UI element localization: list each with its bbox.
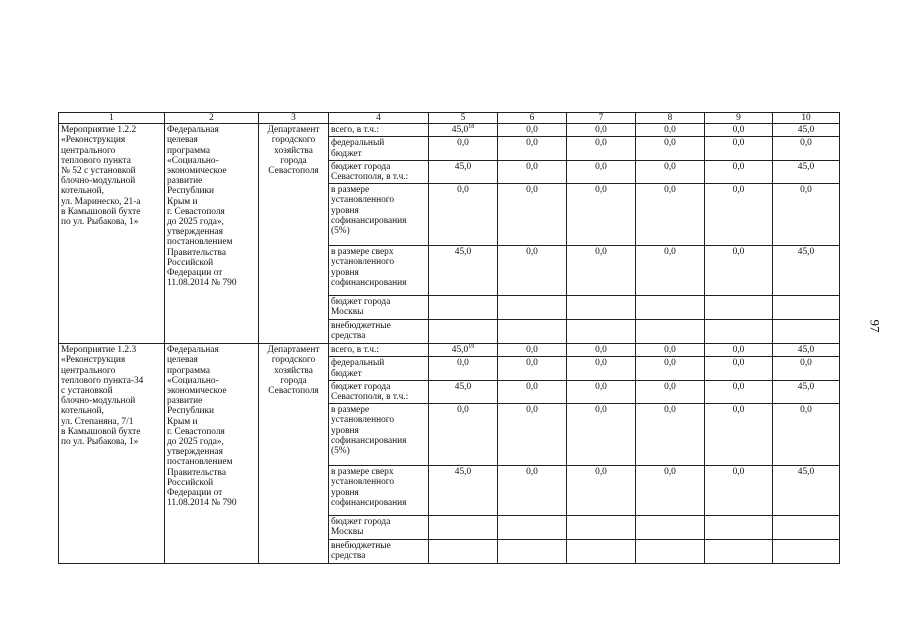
value-cell-6 [498,320,567,344]
value-cell-7 [567,184,636,246]
value-cell-9 [705,344,773,357]
funding-source-cell: всего, в т.ч.: [329,344,429,357]
header-col-6: 6 [498,113,567,124]
header-col-8: 8 [636,113,705,124]
funding-source-cell: всего, в т.ч.: [329,124,429,137]
value-text: 0,0 [526,247,538,258]
header-row [59,113,840,124]
table-row [59,344,840,357]
funding-source-cell: в размере установленного уровня софинансирования (5%) [329,184,429,246]
header-col-4: 4 [329,113,429,124]
program-cell: Федеральная целевая программа «Социально- экономическое развитие Республики Крым и г. Севастополя до 2025 года», утвержденная постановлением Правительства Российской Федерации от 11.08.2014 № 790 [165,344,259,564]
value-text: 0,0 [732,247,745,258]
value-text: 45,0 [797,345,815,356]
value-cell-10 [773,516,840,540]
value-cell-8 [636,296,705,320]
value-cell-6 [498,540,567,564]
value-cell-9 [705,124,773,137]
value-text: 0,0 [457,138,469,149]
value-text: 0,0 [800,138,812,149]
value-cell-6 [498,404,567,466]
value-cell-8 [636,357,705,380]
value-text: 0,0 [595,345,607,356]
value-cell-9 [705,357,773,380]
value-cell-8 [636,137,705,160]
event-cell: Мероприятие 1.2.2 «Реконструкция центрального теплового пункта № 52 с установкой блочно-модульной котельной, ул. Маринеско, 21-а в Камышовой бухте по ул. Рыбакова, 1» [59,124,165,344]
value-cell-8 [636,246,705,296]
value-text: 0,0 [526,381,538,392]
value-text: 0,0 [664,125,676,136]
value-cell-10 [773,540,840,564]
value-text: 45,0 [451,345,469,356]
value-cell-5 [429,466,498,516]
value-cell-8 [636,320,705,344]
value-cell-5 [429,184,498,246]
program-cell: Федеральная целевая программа «Социально- экономическое развитие Республики Крым и г. Севастополя до 2025 года», утвержденная постановлением Правительства Российской Федерации от 11.08.2014 № 790 [165,124,259,344]
value-cell-10 [773,184,840,246]
value-cell-10 [773,320,840,344]
value-cell-10 [773,124,840,137]
department-cell: Департамент городского хозяйства города Севастополя [259,124,329,344]
value-text: 0,0 [664,138,676,149]
value-cell-10 [773,466,840,516]
value-text: 0,0 [526,358,538,369]
value-cell-6 [498,380,567,403]
value-text: 45,0 [454,161,472,172]
funding-source-cell: федеральный бюджет [329,357,429,380]
value-cell-6 [498,246,567,296]
value-cell-5 [429,357,498,380]
value-text: 0,0 [732,381,745,392]
value-text: 0,0 [664,345,676,356]
value-cell-9 [705,160,773,183]
page-number: 97 [867,319,883,333]
value-cell-8 [636,516,705,540]
funding-source-cell: в размере сверх установленного уровня софинансирования [329,466,429,516]
value-text: 0,0 [664,161,676,172]
value-text: 0,0 [457,185,469,196]
value-text: 0,0 [595,247,607,258]
value-text: 45,0 [454,467,472,478]
value-cell-10 [773,246,840,296]
value-text: 0,0 [800,405,812,416]
value-cell-10 [773,344,840,357]
value-cell-10 [773,380,840,403]
value-cell-8 [636,160,705,183]
value-text: 0,0 [732,405,745,416]
value-text: 0,0 [457,358,469,369]
funding-source-cell: в размере сверх установленного уровня софинансирования [329,246,429,296]
event-cell: Мероприятие 1.2.3 «Реконструкция центрального теплового пункта-34 с установкой блочно-модульной котельной, ул. Степаняна, 7/1 в Камышовой бухте по ул. Рыбакова, 1» [59,344,165,564]
value-cell-5 [429,160,498,183]
value-text: 0,0 [526,125,538,136]
value-text: 0,0 [526,185,538,196]
value-text: 0,0 [664,381,676,392]
value-text: 45,0 [454,247,472,258]
value-cell-6 [498,296,567,320]
value-cell-9 [705,516,773,540]
value-cell-6 [498,137,567,160]
funding-table [58,112,840,564]
footnote-mark: 18 [468,124,475,131]
value-cell-10 [773,296,840,320]
header-col-10: 10 [773,113,840,124]
value-text: 0,0 [595,467,607,478]
value-cell-9 [705,404,773,466]
value-cell-8 [636,184,705,246]
value-cell-9 [705,184,773,246]
value-text: 0,0 [664,185,676,196]
value-cell-10 [773,160,840,183]
value-cell-9 [705,466,773,516]
table-row [59,124,840,137]
value-text: 45,0 [454,381,472,392]
value-cell-7 [567,246,636,296]
value-cell-5 [429,246,498,296]
value-text: 0,0 [457,405,469,416]
value-text: 0,0 [732,345,745,356]
value-cell-6 [498,184,567,246]
value-cell-5 [429,124,498,137]
value-text: 0,0 [800,185,812,196]
value-cell-5 [429,540,498,564]
funding-source-cell: бюджет города Москвы [329,296,429,320]
header-col-2: 2 [165,113,259,124]
value-cell-7 [567,124,636,137]
value-cell-8 [636,540,705,564]
value-cell-9 [705,320,773,344]
value-text: 0,0 [526,138,538,149]
value-cell-6 [498,516,567,540]
value-text: 0,0 [595,125,607,136]
value-text: 0,0 [664,247,676,258]
value-text: 45,0 [797,381,815,392]
value-text: 0,0 [526,467,538,478]
value-cell-7 [567,516,636,540]
value-cell-9 [705,540,773,564]
value-cell-7 [567,320,636,344]
value-cell-5 [429,137,498,160]
value-cell-8 [636,380,705,403]
value-cell-8 [636,404,705,466]
value-text: 0,0 [595,161,607,172]
value-cell-6 [498,466,567,516]
value-text: 0,0 [800,358,812,369]
header-col-9: 9 [705,113,773,124]
value-cell-5 [429,296,498,320]
funding-source-cell: федеральный бюджет [329,137,429,160]
value-text: 0,0 [732,358,745,369]
value-cell-7 [567,466,636,516]
value-text: 0,0 [732,467,745,478]
value-cell-5 [429,404,498,466]
value-cell-9 [705,296,773,320]
value-text: 0,0 [732,138,745,149]
value-text: 45,0 [797,247,815,258]
value-text: 0,0 [526,345,538,356]
value-cell-10 [773,137,840,160]
value-text: 0,0 [526,405,538,416]
value-text: 45,0 [797,125,815,136]
value-cell-9 [705,380,773,403]
value-cell-5 [429,320,498,344]
value-text: 0,0 [732,161,745,172]
header-col-5: 5 [429,113,498,124]
header-col-7: 7 [567,113,636,124]
department-cell: Департамент городского хозяйства города Севастополя [259,344,329,564]
value-cell-7 [567,160,636,183]
value-cell-7 [567,404,636,466]
value-cell-5 [429,380,498,403]
funding-source-cell: внебюджетные средства [329,320,429,344]
value-cell-6 [498,124,567,137]
value-cell-7 [567,380,636,403]
funding-source-cell: внебюджетные средства [329,540,429,564]
value-cell-8 [636,466,705,516]
funding-source-cell: бюджет города Севастополя, в т.ч.: [329,380,429,403]
value-cell-7 [567,357,636,380]
value-text: 0,0 [664,467,676,478]
footnote-mark: 19 [468,344,475,351]
value-text: 0,0 [732,125,745,136]
value-cell-6 [498,344,567,357]
value-text: 45,0 [797,161,815,172]
value-text: 0,0 [526,161,538,172]
value-text: 45,0 [797,467,815,478]
value-cell-8 [636,124,705,137]
value-cell-6 [498,357,567,380]
value-cell-7 [567,344,636,357]
value-cell-7 [567,296,636,320]
value-cell-8 [636,344,705,357]
value-cell-5 [429,344,498,357]
value-text: 0,0 [595,358,607,369]
value-text: 0,0 [732,185,745,196]
value-cell-7 [567,137,636,160]
value-cell-7 [567,540,636,564]
value-text: 0,0 [664,358,676,369]
value-cell-5 [429,516,498,540]
value-cell-9 [705,137,773,160]
value-cell-9 [705,246,773,296]
value-text: 0,0 [595,381,607,392]
value-cell-10 [773,404,840,466]
value-text: 45,0 [451,125,469,136]
value-cell-10 [773,357,840,380]
value-text: 0,0 [664,405,676,416]
funding-source-cell: бюджет города Москвы [329,516,429,540]
value-text: 0,0 [595,405,607,416]
value-text: 0,0 [595,138,607,149]
value-text: 0,0 [595,185,607,196]
funding-source-cell: бюджет города Севастополя, в т.ч.: [329,160,429,183]
header-col-3: 3 [259,113,329,124]
header-col-1: 1 [59,113,165,124]
funding-source-cell: в размере установленного уровня софинансирования (5%) [329,404,429,466]
value-cell-6 [498,160,567,183]
